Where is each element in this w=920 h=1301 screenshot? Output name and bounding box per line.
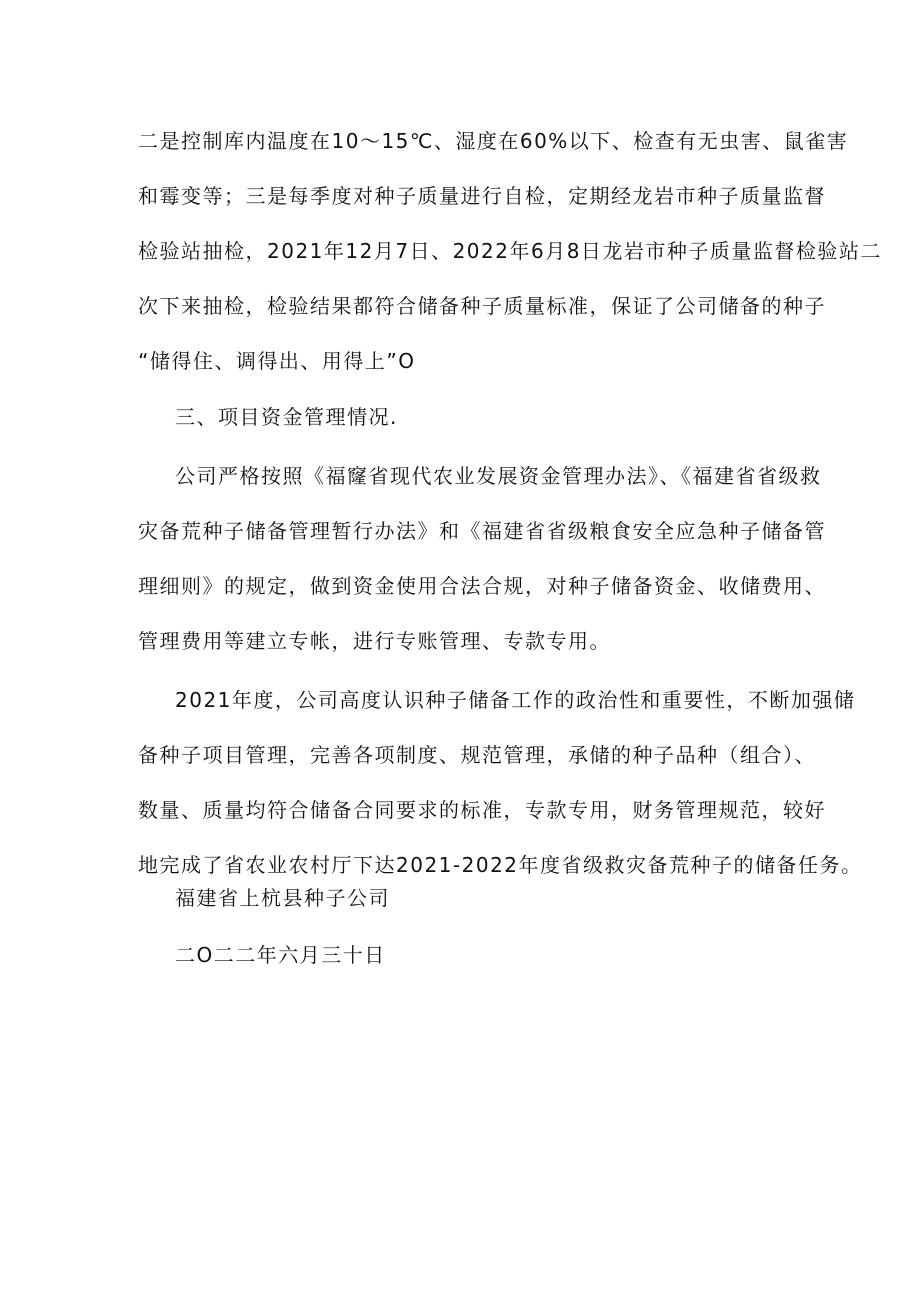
paragraph-line: 地完成了省农业农村厅下达2021-2022年度省级救灾备荒种子的储备任务。 <box>138 853 863 877</box>
paragraph-line: 2021年度，公司高度认识种子储备工作的政治性和重要性，不断加强储 <box>175 688 856 712</box>
paragraph-line: 次下来抽检，检验结果都符合储备种子质量标准，保证了公司储备的种子 <box>138 294 826 318</box>
paragraph-line: 理细则》的规定，做到资金使用合法合规，对种子储备资金、收储费用、 <box>138 574 826 598</box>
signature-date: 二O二二年六月三十日 <box>175 943 386 967</box>
paragraph-line: 灾备荒种子储备管理暂行办法》和《福建省省级粮食安全应急种子储备管 <box>138 519 826 543</box>
paragraph-line: 管理费用等建立专帐，进行专账管理、专款专用。 <box>138 629 611 653</box>
paragraph-line: 和霉变等；三是每季度对种子质量进行自检，定期经龙岩市种子质量监督 <box>138 184 826 208</box>
paragraph-line: 二是控制库内温度在10～15℃、湿度在60%以下、检查有无虫害、鼠雀害 <box>138 129 849 153</box>
paragraph-line: 备种子项目管理，完善各项制度、规范管理，承储的种子品种（组合）、 <box>138 743 816 767</box>
paragraph-line: 数量、质量均符合储备合同要求的标准，专款专用，财务管理规范，较好 <box>138 798 826 822</box>
paragraph-line: 检验站抽检，2021年12月7日、2022年6月8日龙岩市种子质量监督检验站二 <box>138 239 882 263</box>
paragraph-line: 公司严格按照《福窿省现代农业发展资金管理办法》、《福建省省级救 <box>175 464 822 488</box>
section-heading: 三、项目资金管理情况. <box>175 405 398 429</box>
signature-company: 福建省上杭县种子公司 <box>175 886 390 910</box>
paragraph-line: “储得住、调得出、用得上”O <box>138 349 416 373</box>
